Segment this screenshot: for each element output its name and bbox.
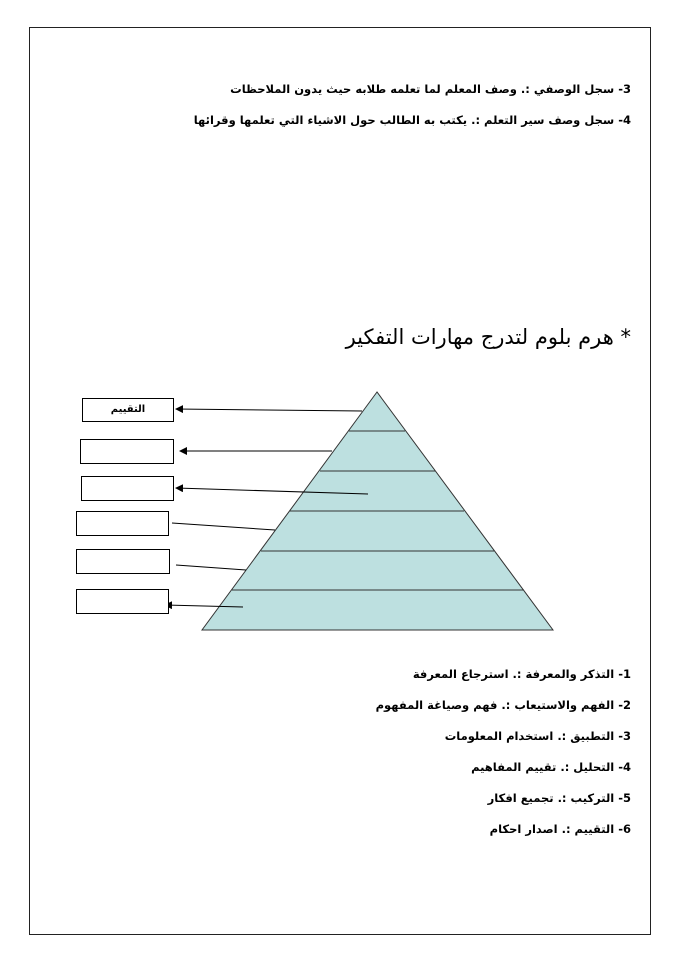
bloom-level-6: 6- التقييم :. اصدار احكام [489,822,631,836]
label-box-empty [76,511,169,536]
label-box-empty [80,439,174,464]
bloom-level-4: 4- التحليل :. تقييم المفاهيم [471,760,631,774]
pointer-line-level-2 [176,565,246,570]
bloom-level-1: 1- التذكر والمعرفة :. استرجاع المعرفة [412,667,631,681]
note-line-learning-record: 4- سجل وصف سير التعلم :. يكتب به الطالب حول الاشياء التي تعلمها وقرائها [193,113,631,127]
section-heading: * هرم بلوم لتدرج مهارات التفكير [345,325,631,349]
bloom-level-2: 2- الفهم والاستيعاب :. فهم وصياغة المفهوم [375,698,631,712]
bloom-level-5: 5- التركيب :. تجميع افكار [487,791,631,805]
pointer-line-level-3 [172,523,275,530]
label-box-evaluation [82,398,174,422]
label-box-evaluation-text: التقييم [110,404,146,415]
label-box-empty [76,589,169,614]
label-box-empty [81,476,174,501]
note-line-descriptive-record: 3- سجل الوصفي :. وصف المعلم لما تعلمه طلابه حيث يدون الملاحظات [230,82,631,96]
bloom-level-3: 3- التطبيق :. استخدام المعلومات [444,729,631,743]
arrow-level-6 [176,409,362,411]
label-box-empty [76,549,170,574]
